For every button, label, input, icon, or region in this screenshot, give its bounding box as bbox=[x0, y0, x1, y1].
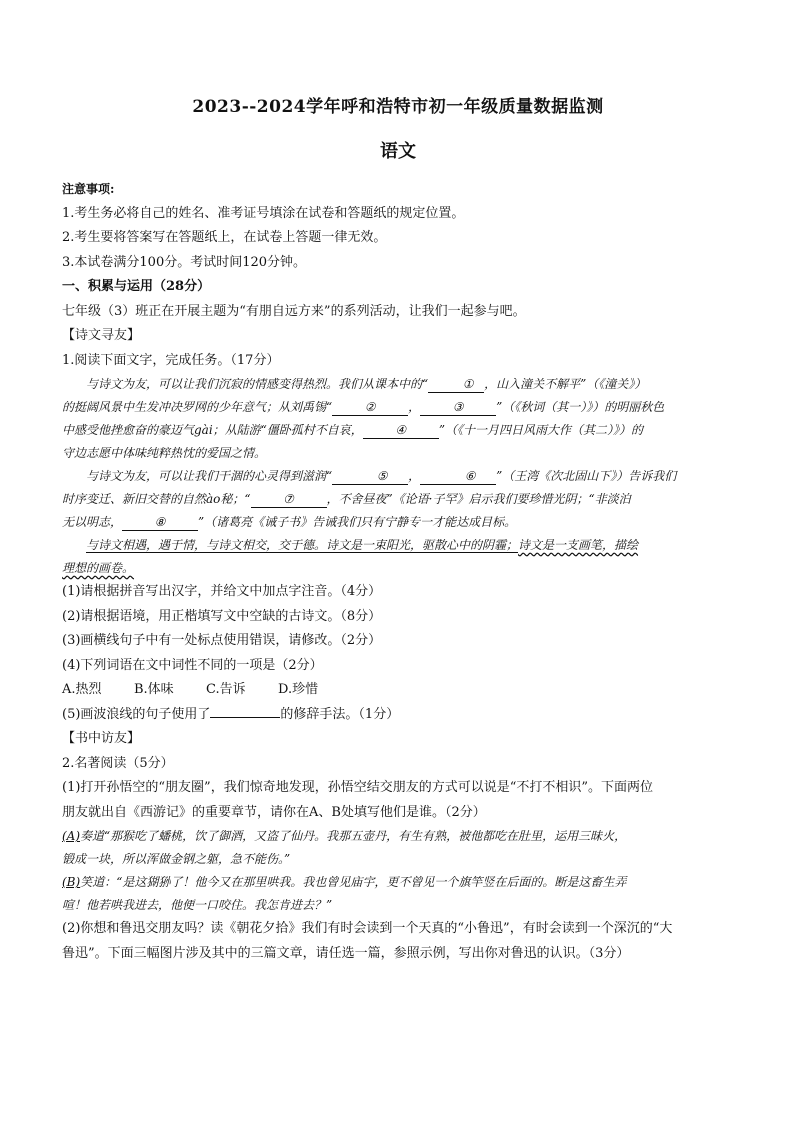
blank-1: ① bbox=[428, 376, 484, 393]
section-heading: 一、积累与运用（28分） bbox=[62, 279, 211, 294]
section-intro: 七年级（3）班正在开展主题为“有朋自远方来”的系列活动，让我们一起参与吧。 bbox=[62, 303, 526, 319]
passage-paragraph-2: 与诗文为友，可以让我们干涸的心灵得到滋润“ ⑤ ， ⑥ ”（王湾《次北固山下》）告诉我们 时序变迁、新旧交替的自然ào秘；“ ⑦ ，不舍昼夜”《论语·子罕》启示我们要珍惜光阴；“非淡泊 无以明志， ⑧ ”（诸葛亮《诫子书》告诫我们只有宁静专一才能达成目标。 bbox=[62, 469, 677, 529]
question-2-1-line1: (1)打开孙悟空的“朋友圈”，我们惊奇地发现，孙悟空结交朋友的方式可以说是“不打不相识”。下面两位 bbox=[62, 780, 653, 795]
option-d: D.珍惜 bbox=[278, 682, 319, 697]
option-a: A.热烈 bbox=[62, 682, 102, 697]
options-row bbox=[62, 678, 734, 703]
sub-question-5: (5)画波浪线的句子使用了 的修辞手法。（1分） bbox=[62, 706, 400, 722]
question-2-2-line2: 鲁迅”。下面三幅图片涉及其中的三篇文章，请任选一篇，参照示例，写出你对鲁迅的认识。（3分） bbox=[62, 945, 630, 961]
part-title-books: 【书中访友】 bbox=[62, 731, 141, 746]
passage-paragraph-1: 与诗文为友，可以让我们沉寂的情感变得热烈。我们从课本中的“ ① ，山入潼关不解平”（《潼关》） 的挺阔风景中生发冲决罗网的少年意气；从刘禹锡“ ② ， ③ ”（《秋词（其一）》）的明丽秋色 中感受他挫愈奋的豪迈气gài；从陆游“僵卧孤村不自哀， ④ ”（《十一月四日风雨大作（其二）》）的 守边志愿中体味纯粹热忱的爱国之情。 bbox=[62, 377, 665, 460]
passage-paragraph-3: 与诗文相遇，遇于情，与诗文相交，交于德。诗文是一束阳光，驱散心中的阴霾；诗文是一支画笔，描绘 理想的画卷。 bbox=[62, 538, 639, 575]
answer-blank bbox=[210, 717, 280, 718]
blank-3: ③ bbox=[420, 399, 496, 416]
blank-7: ⑦ bbox=[251, 491, 327, 508]
wavy-sentence: 诗文是一支画笔，描绘 bbox=[518, 538, 639, 552]
exam-page: 2023--2024学年呼和浩特市初一年级质量数据监测 语文 注意事项: 1.考生务必将自己的姓名、准考证号填涂在试卷和答题纸的规定位置。 2.考生要将答案写在答题纸上，在试卷上答题一律无效。 3.本试卷满分100分。考试时间120分钟。 一、积累与运用（28分） 七年级（3）班正在开展主题为“有朋自远方来”的系列活动，让我们一起参与吧。 【诗文寻友】 1.阅读下面文字，完成任务。（17分） 与诗文为友，可以让我们沉寂的情感变得热烈。我们从课本中的“ ① ，山入潼关不解平”（《潼关》） 的挺阔风景中生发冲决罗网的少年意气；从刘禹锡“ ② ， ③ ”（《秋词（其一）》）的明丽秋色 中感受他挫愈奋的豪迈气gài；从陆游“僵卧孤村不自哀， ④ ”（《十一月四日风雨大作（其二）》）的 守边志愿中体味纯粹热忱的爱国之情。 与诗文为友，可以让我们干涸的心灵得到滋润“ ⑤ ， ⑥ ”（王湾《次北固山下》）告诉我们 时序变迁、新旧交替的自然ào秘；“ ⑦ ，不舍昼夜”《论语·子罕》启示我们要珍惜光阴；“非淡泊 无以明志， ⑧ ”（诸葛亮《诫子书》告诫我们只有宁静专一才能达成目标。 与诗文相遇，遇于情，与诗文相交，交于德。诗文是一束阳光，驱散心中的阴霾；诗文是一支画笔，描绘 理想的画卷。 (1)请根据拼音写出汉字，并给文中加点字注音。（4分） (2)请根据语境，用正楷填写文中空缺的古诗文。（8分） (3)画横线句子中有一处标点使用错误，请修改。（2分） (4)下列词语在文中词性不同的一项是（2分） A.热烈 B.体味 C.告诉 D.珍惜 (5)画波浪线的句子使用了 的修辞手法。（1分） 【书中访友】 2.名著阅读（5分） (1)打开孙悟空的“朋友圈”，我们惊奇地发现，孙悟空结交朋友的方式可以说是“不打不相识”。下面两位 朋友就出自《西游记》的重要章节，请你在A、B处填写他们是谁。（2分） (A)奏道“那猴吃了蟠桃，饮了御酒，又盗了仙丹。我那五壶丹，有生有熟，被他都吃在肚里，运用三昧火， 锻成一块，所以浑做金钢之躯，急不能伤。” (B)笑道：“是这猢狲了！他今又在那里哄我。我也曾见庙宇，更不曾见一个旗竿竖在后面的。断是这畜生弄 喧！他若哄我进去，他便一口咬住。我怎肯进去？” (2)你想和鲁迅交朋友吗？读《朝花夕拾》我们有时会读到一个天真的“小鲁迅”，有时会读到一个深沉的“大 鲁迅”。下面三幅图片涉及其中的三篇文章，请任选一篇，参照示例，写出你对鲁迅的认识。（3分） bbox=[62, 92, 734, 966]
label-b: (B) bbox=[62, 875, 81, 889]
excerpt-a: (A)奏道“那猴吃了蟠桃，饮了御酒，又盗了仙丹。我那五壶丹，有生有熟，被他都吃在肚里，运用三昧火， bbox=[62, 829, 627, 843]
blank-5: ⑤ bbox=[332, 468, 408, 485]
sub-question-4: (4)下列词语在文中词性不同的一项是（2分） bbox=[62, 657, 323, 673]
sub-question-3: (3)画横线句子中有一处标点使用错误，请修改。（2分） bbox=[62, 633, 382, 648]
blank-4: ④ bbox=[363, 422, 439, 439]
option-b: B.体味 bbox=[134, 682, 174, 697]
subject-title: 语文 bbox=[380, 141, 416, 162]
question-2-1-line2: 朋友就出自《西游记》的重要章节，请你在A、B处填写他们是谁。（2分） bbox=[62, 804, 486, 820]
label-a: (A) bbox=[62, 829, 81, 843]
sub-question-2: (2)请根据语境，用正楷填写文中空缺的古诗文。（8分） bbox=[62, 608, 382, 624]
exam-title: 2023--2024学年呼和浩特市初一年级质量数据监测 bbox=[192, 97, 604, 117]
notes-heading: 注意事项: bbox=[62, 182, 115, 196]
blank-2: ② bbox=[332, 399, 408, 416]
question-2-2-line1: (2)你想和鲁迅交朋友吗？读《朝花夕拾》我们有时会读到一个天真的“小鲁迅”，有时会读到一个深沉的“大 bbox=[62, 921, 673, 936]
note-item: 2.考生要将答案写在答题纸上，在试卷上答题一律无效。 bbox=[62, 230, 387, 245]
question-2: 2.名著阅读（5分） bbox=[62, 755, 174, 771]
sub-question-1: (1)请根据拼音写出汉字，并给文中加点字注音。（4分） bbox=[62, 584, 382, 599]
blank-8: ⑧ bbox=[122, 514, 198, 531]
note-item: 3.本试卷满分100分。考试时间120分钟。 bbox=[62, 254, 307, 270]
question-1: 1.阅读下面文字，完成任务。（17分） bbox=[62, 352, 280, 368]
blank-6: ⑥ bbox=[420, 468, 496, 485]
option-c: C.告诉 bbox=[206, 682, 246, 697]
underlined-sentence: 与诗文相遇，遇于情，与诗文相交，交于德。诗文是一束阳光，驱散心中的阴霾； bbox=[86, 538, 519, 552]
note-item: 1.考生务必将自己的姓名、准考证号填涂在试卷和答题纸的规定位置。 bbox=[62, 205, 465, 221]
excerpt-b: (B)笑道：“是这猢狲了！他今又在那里哄我。我也曾见庙宇，更不曾见一个旗竿竖在后面的。断是这畜生弄 bbox=[62, 875, 627, 889]
part-title-poetry: 【诗文寻友】 bbox=[62, 328, 141, 343]
